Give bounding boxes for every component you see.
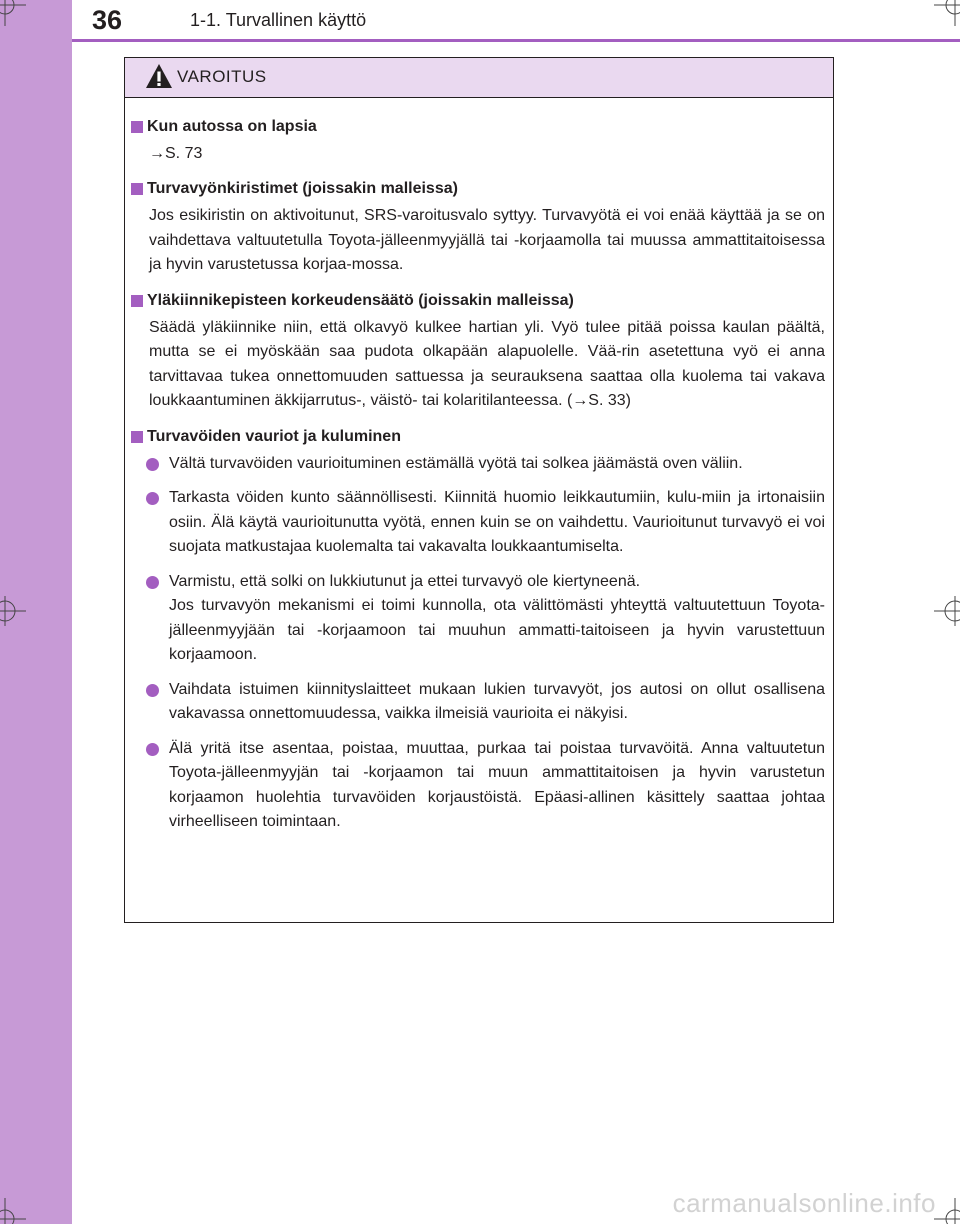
warning-body: [125, 98, 833, 835]
round-bullet-icon: [146, 492, 159, 505]
square-bullet-icon: [131, 121, 143, 133]
section-text: Jos esikiristin on aktivoitunut, SRS-varoitusvalo syttyy. Turvavyötä ei voi enää käyttää ja se on vaihdettava valtuutetulla Toyota-jälleenmyyjällä tai -korjaamolla tai muussa ammattitaitoisessa ja hyvin varustetussa korjaa-mossa.: [149, 207, 825, 273]
square-bullet-icon: [131, 295, 143, 307]
chapter-sidebar: [0, 0, 72, 1224]
section-heading: Turvavyönkiristimet (joissakin malleissa): [131, 178, 825, 200]
round-bullet-icon: [146, 743, 159, 756]
list-item: Vaihdata istuimen kiinnityslaitteet mukaan lukien turvavyöt, jos autosi on ollut osallisena vakavassa onnettomuudessa, vaikka ilmeisiä vaurioita ei näkyisi.: [131, 678, 825, 727]
list-item: Älä yritä itse asentaa, poistaa, muuttaa, purkaa tai poistaa turvavöitä. Anna valtuutetun Toyota-jälleenmyyjän tai -korjaamon tai muun ammattitaitoisen ja hyvin varustetun korjaamon huolehtia turvavöiden korjaustöistä. Epäasi-allinen käsittely saattaa johtaa virheelliseen toimintaan.: [131, 737, 825, 835]
crop-mark-top-right: [930, 0, 960, 30]
page-number: 36: [92, 5, 123, 35]
list-item: Vältä turvavöiden vaurioituminen estämällä vyötä tai solkea jäämästä oven väliin.: [131, 452, 825, 477]
warning-header: [125, 58, 833, 98]
section-title: 1-1. Turvallinen käyttö: [190, 10, 367, 30]
section-children: [131, 116, 825, 166]
section-pretensioners: [131, 178, 825, 278]
round-bullet-icon: [146, 576, 159, 589]
page-reference: →S. 73: [149, 145, 203, 162]
list-item: Tarkasta vöiden kunto säännöllisesti. Kiinnitä huomio leikkautumiin, kulu-miin ja irtonaisiin osiin. Älä käytä vaurioitunutta vyötä, ennen kuin se on vaihdettu. Vaurioitunut turvavyö ei voi suojata matkustajaa kuolemalta tai vakavalta loukkaantumiselta.: [131, 486, 825, 560]
list-item: Varmistu, että solki on lukkiutunut ja ettei turvavyö ole kiertyneenä. Jos turvavyön mekanismi ei toimi kunnolla, ota välittömästi yhteyttä valtuutettuun Toyota-jälleenmyyjään tai -korjaamoon tai muuhun ammatti-taitoiseen ja hyvin varustettuun korjaamoon.: [131, 570, 825, 668]
round-bullet-icon: [146, 684, 159, 697]
square-bullet-icon: [131, 431, 143, 443]
section-anchor-height: [131, 290, 825, 414]
crop-mark-mid-right: [930, 596, 960, 626]
section-heading: Turvavöiden vauriot ja kuluminen: [131, 426, 825, 448]
section-heading: Yläkiinnikepisteen korkeudensäätö (joissakin malleissa): [131, 290, 825, 312]
warning-box: [124, 57, 834, 923]
square-bullet-icon: [131, 183, 143, 195]
section-text: Säädä yläkiinnike niin, että olkavyö kulkee hartian yli. Vyö tulee pitää poissa kaulan päältä, mutta se ei myöskään saa pudota olkapään alapuolelle. Vää-rin asetettuna vyö ei anna tarvittavaa tukea onnettomuuden sattuessa ja seurauksena saattaa olla kuolema tai vakava loukkaantuminen äkkijarrutus-, väistö- tai kolaritilanteessa. (→S. 33): [149, 318, 825, 409]
section-belt-damage: [131, 426, 825, 835]
warning-triangle-icon: [145, 63, 173, 89]
header-rule: [72, 39, 960, 42]
round-bullet-icon: [146, 458, 159, 471]
warning-title: VAROITUS: [177, 67, 267, 86]
section-heading: Kun autossa on lapsia: [131, 116, 825, 138]
watermark-url: carmanualsonline.info: [672, 1188, 936, 1218]
